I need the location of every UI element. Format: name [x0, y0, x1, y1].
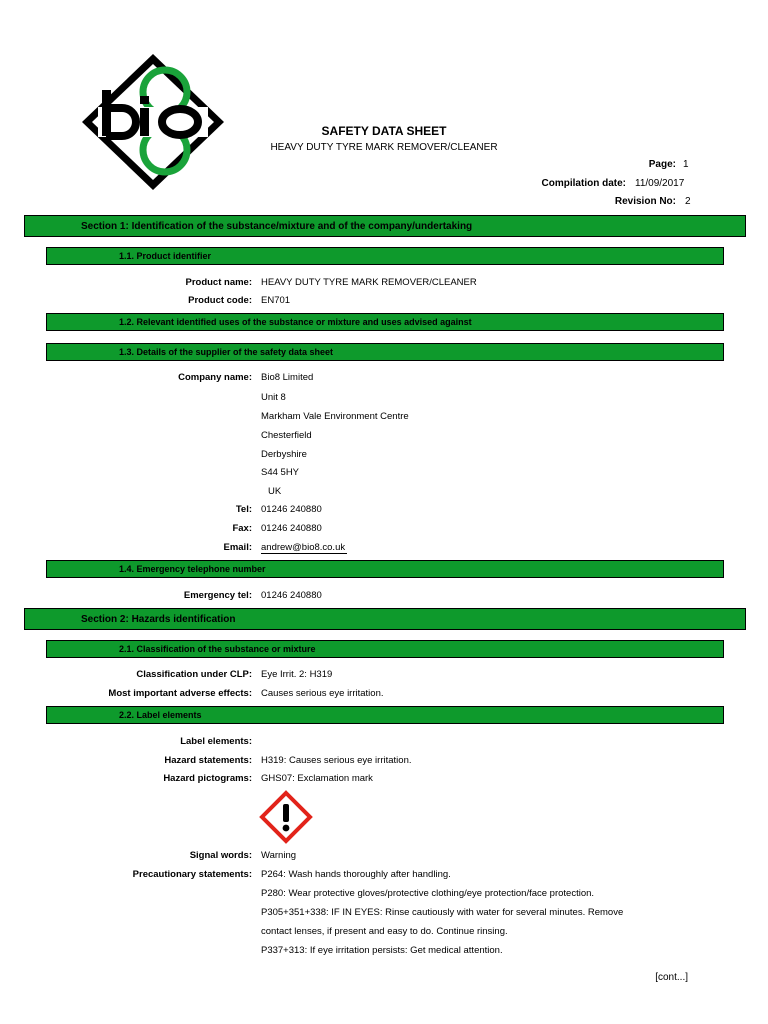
precautionary-statement: P337+313: If eye irritation persists: Get medical attention.	[261, 945, 503, 956]
revision-label: Revision No:	[614, 196, 676, 207]
page-number: 1	[683, 159, 689, 170]
section-2-1-header: 2.1. Classification of the substance or mixture	[46, 640, 724, 658]
hazard-statements: H319: Causes serious eye irritation.	[261, 755, 412, 766]
company-name-label: Company name:	[178, 372, 252, 383]
company-line: UK	[268, 486, 282, 497]
tel-value: 01246 240880	[261, 504, 322, 515]
clp-value: Eye Irrit. 2: H319	[261, 669, 333, 680]
compilation-date: 11/09/2017	[635, 178, 685, 189]
label-elements-label: Label elements:	[180, 736, 252, 747]
tel-label: Tel:	[235, 504, 252, 515]
hazard-pictograms: GHS07: Exclamation mark	[261, 773, 373, 784]
section-2-2-header: 2.2. Label elements	[46, 706, 724, 724]
product-name: HEAVY DUTY TYRE MARK REMOVER/CLEANER	[261, 277, 477, 288]
product-name-label: Product name:	[185, 277, 252, 288]
company-line: S44 5HY	[261, 467, 300, 478]
product-code-label: Product code:	[188, 295, 252, 306]
fax-value: 01246 240880	[261, 523, 322, 534]
precautionary-statement: P280: Wear protective gloves/protective clothing/eye protection/face protection.	[261, 888, 595, 899]
precautionary-statements-label: Precautionary statements:	[132, 869, 252, 880]
company-line: Bio8 Limited	[261, 372, 314, 383]
section-1-3-header: 1.3. Details of the supplier of the safety data sheet	[46, 343, 724, 361]
precautionary-statement: P305+351+338: IF IN EYES: Rinse cautiously with water for several minutes. Remove	[261, 907, 624, 918]
bio8-logo	[80, 52, 226, 192]
product-code: EN701	[261, 295, 291, 306]
ghs07-exclamation-icon	[259, 790, 313, 844]
company-line: Derbyshire	[261, 449, 307, 460]
email-label: Email:	[223, 542, 252, 553]
adverse-effects-label: Most important adverse effects:	[108, 688, 252, 699]
compilation-date-label: Compilation date:	[541, 178, 626, 189]
precautionary-statement: contact lenses, if present and easy to do. Continue rinsing.	[261, 926, 508, 937]
page-label: Page:	[648, 159, 676, 170]
emergency-tel-label: Emergency tel:	[183, 590, 252, 601]
signal-words-label: Signal words:	[189, 850, 252, 861]
section-1-header: Section 1: Identification of the substance/mixture and of the company/undertaking	[24, 215, 746, 237]
company-line: Chesterfield	[261, 430, 312, 441]
continued-marker: [cont...]	[655, 972, 688, 983]
company-line: Markham Vale Environment Centre	[261, 411, 409, 422]
section-2-header: Section 2: Hazards identification	[24, 608, 746, 630]
adverse-effects: Causes serious eye irritation.	[261, 688, 384, 699]
document-title: SAFETY DATA SHEET	[321, 124, 447, 138]
clp-label: Classification under CLP:	[136, 669, 252, 680]
emergency-tel: 01246 240880	[261, 590, 322, 601]
signal-words: Warning	[261, 850, 297, 861]
revision-number: 2	[685, 196, 691, 207]
fax-label: Fax:	[232, 523, 252, 534]
company-line: Unit 8	[261, 392, 286, 403]
section-1-1-header: 1.1. Product identifier	[46, 247, 724, 265]
section-1-4-header: 1.4. Emergency telephone number	[46, 560, 724, 578]
section-1-2-header: 1.2. Relevant identified uses of the substance or mixture and uses advised against	[46, 313, 724, 331]
document-subtitle: HEAVY DUTY TYRE MARK REMOVER/CLEANER	[270, 142, 498, 153]
email-link[interactable]: andrew@bio8.co.uk	[261, 542, 346, 553]
precautionary-statement: P264: Wash hands thoroughly after handling.	[261, 869, 451, 880]
hazard-pictograms-label: Hazard pictograms:	[163, 773, 252, 784]
hazard-statements-label: Hazard statements:	[164, 755, 252, 766]
